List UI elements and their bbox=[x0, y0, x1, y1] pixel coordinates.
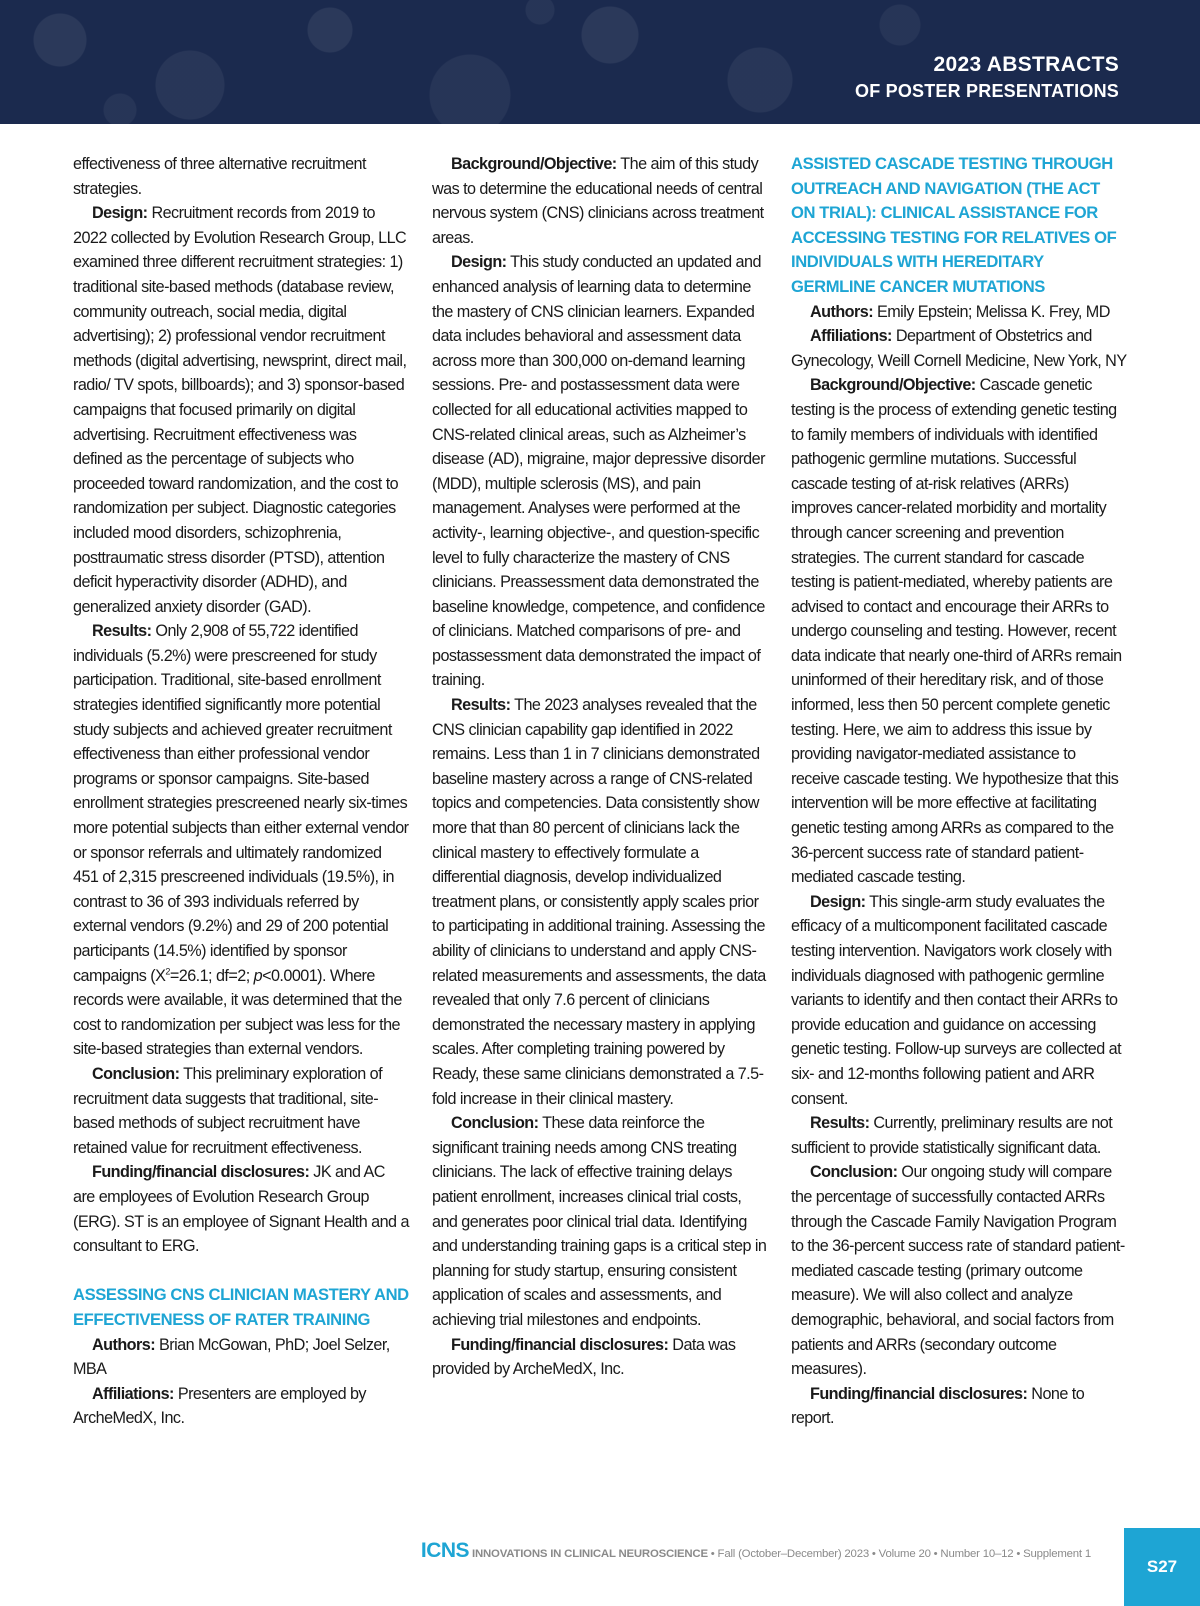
design-text: This single-arm study evaluates the efficacy of a multicomponent facilitated cascade testing intervention. Navigators work closely with individuals diagnosed with pathogenic germline variants to identify and then contact their ARRs to provide education and guidance on accessing genetic testing. Follow-up surveys are collected at six- and 12-months following patient and ARR consent. bbox=[791, 892, 1122, 1108]
authors-text: Brian McGowan, PhD; Joel Selzer, MBA bbox=[73, 1335, 390, 1379]
results-text: Only 2,908 of 55,722 identified individuals (5.2%) were prescreened for study participation. Traditional, site-based enrollment strategies identified significantly more potential study subjects and achieved greater recruitment effectiveness than either professional vendor programs or sponsor campaigns. Site-based enrollment strategies prescreened nearly six-times more potential subjects than either external vendor or sponsor referrals and ultimately randomized 451 of 2,315 prescreened individuals (19.5%), in contrast to 36 of 393 individuals referred by external vendors (9.2%) and 29 of 200 potential participants (14.5%) identified by sponsor campaigns (X bbox=[73, 622, 409, 985]
funding-text: Data was provided by ArcheMedX, Inc. bbox=[432, 1335, 736, 1379]
results-label: Results: bbox=[451, 696, 511, 715]
affiliations-label: Affiliations: bbox=[810, 327, 892, 346]
authors-label: Authors: bbox=[92, 1335, 156, 1354]
results-paragraph bbox=[73, 619, 409, 1062]
design-label: Design: bbox=[810, 892, 866, 911]
authors-label: Authors: bbox=[810, 302, 874, 321]
results-label: Results: bbox=[810, 1114, 870, 1133]
background-paragraph bbox=[791, 373, 1127, 889]
background-label: Background/Objective: bbox=[451, 155, 617, 173]
abstract-title: ASSISTED CASCADE TESTING THROUGH OUTREACH AND NAVIGATION (THE ACT ON TRIAL): CLINICAL ASSISTANCE FOR ACCESSING TESTING FOR RELATIVES OF INDIVIDUALS WITH HEREDITARY GERMLINE CANCER MUTATIONS bbox=[791, 154, 1117, 296]
results-paragraph bbox=[432, 693, 768, 1111]
affiliations-text: Department of Obstetrics and Gynecology, Weill Cornell Medicine, New York, NY bbox=[791, 327, 1127, 370]
conclusion-text: This preliminary exploration of recruitment data suggests that traditional, site-based methods of subject recruitment have retained value for recruitment effectiveness. bbox=[73, 1064, 383, 1157]
results-label: Results: bbox=[92, 622, 152, 641]
conclusion-label: Conclusion: bbox=[92, 1064, 180, 1083]
section-title-line2: OF POSTER PRESENTATIONS bbox=[855, 81, 1119, 101]
chi-square-superscript: 2 bbox=[165, 966, 170, 977]
section-title-line1: 2023 ABSTRACTS bbox=[933, 53, 1119, 76]
abstract-title: ASSESSING CNS CLINICIAN MASTERY AND EFFECTIVENESS OF RATER TRAINING bbox=[73, 1285, 409, 1329]
footer-citation bbox=[421, 1539, 1091, 1563]
results-text-df: =26.1; df=2; bbox=[169, 966, 254, 985]
journal-name: INNOVATIONS IN CLINICAL NEUROSCIENCE bbox=[472, 1548, 708, 1560]
funding-label: Funding/financial disclosures: bbox=[92, 1163, 310, 1182]
funding-paragraph bbox=[432, 1333, 768, 1382]
funding-text: JK and AC are employees of Evolution Research Group (ERG). ST is an employee of Signant Health and a consultant to ERG. bbox=[73, 1163, 409, 1256]
conclusion-label: Conclusion: bbox=[810, 1163, 898, 1182]
page-footer bbox=[0, 1528, 1200, 1606]
funding-paragraph bbox=[791, 1382, 1127, 1431]
design-paragraph bbox=[73, 201, 409, 619]
design-paragraph bbox=[432, 250, 768, 693]
results-text: The 2023 analyses revealed that the CNS clinician capability gap identified in 2022 remains. Less than 1 in 7 clinicians demonstrated baseline mastery across a range of CNS-related topics and competencies. Data consistently show more that than 80 percent of clinicians lack the clinical mastery to effectively formulate a differential diagnosis, develop individualized treatment plans, or consistently apply scales prior to participating in additional training. Assessing the ability of clinicians to understand and apply CNS-related measurements and assessments, the data revealed that only 7.6 percent of clinicians demonstrated the necessary mastery in applying scales. After completing training powered by Ready, these same clinicians demonstrated a 7.5-fold increase in their clinical mastery. bbox=[432, 696, 766, 1108]
funding-text: None to report. bbox=[791, 1384, 1085, 1428]
background-label: Background/Objective: bbox=[810, 376, 976, 395]
column-left bbox=[73, 152, 409, 1431]
design-text: Recruitment records from 2019 to 2022 collected by Evolution Research Group, LLC examined three different recruitment strategies: 1) traditional site-based methods (database review, community outreach, social media, digital advertising); 2) professional vendor recruitment methods (digital advertising, newsprint, direct mail, radio/ TV spots, billboards); and 3) sponsor-based campaigns that focused primarily on digital advertising. Recruitment effectiveness was defined as the percentage of subjects who proceeded toward randomization, and the cost to randomization per subject. Diagnostic categories included mood disorders, schizophrenia, posttraumatic stress disorder (PTSD), attention deficit hyperactivity disorder (ADHD), and generalized anxiety disorder (GAD). bbox=[73, 204, 407, 616]
results-text-end: <0.0001). Where records were available, it was determined that the cost to randomization per subject was less for the site-based strategies than external vendors. bbox=[73, 966, 402, 1059]
results-text: Currently, preliminary results are not sufficient to provide statistically significant data. bbox=[791, 1114, 1113, 1157]
design-label: Design: bbox=[92, 204, 148, 223]
page-number: S27 bbox=[1124, 1528, 1200, 1606]
p-value-symbol: p bbox=[253, 966, 263, 985]
authors-text: Emily Epstein; Melissa K. Frey, MD bbox=[873, 302, 1110, 321]
affiliations-paragraph bbox=[791, 324, 1127, 373]
background-text: The aim of this study was to determine the educational needs of central nervous system (CNS) clinicians across treatment areas. bbox=[432, 155, 764, 247]
conclusion-text: These data reinforce the significant training needs among CNS treating clinicians. The lack of effective training delays patient enrollment, increases clinical trial costs, and generates poor clinical trial data. Identifying and understanding training gaps is a critical step in planning for study startup, ensuring consistent application of scales and assessments, and achieving trial milestones and endpoints. bbox=[432, 1114, 767, 1329]
section-title bbox=[855, 52, 1119, 104]
journal-logo: ICNS bbox=[420, 1539, 470, 1562]
results-paragraph bbox=[791, 1111, 1127, 1160]
conclusion-paragraph bbox=[791, 1160, 1127, 1381]
background-text: Cascade genetic testing is the process of extending genetic testing to family members of individuals with identified pathogenic germline mutations. Successful cascade testing of at-risk relatives (ARRs) improves cancer-related morbidity and mortality through cancer screening and prevention strategies. The current standard for cascade testing is patient-mediated, whereby patients are advised to contact and encourage their ARRs to undergo counseling and testing. However, recent data indicate that nearly one-third of ARRs remain uninformed of their hereditary risk, and of those informed, less then 50 percent complete genetic testing. Here, we aim to address this issue by providing navigator-mediated assistance to receive cascade testing. We hypothesize that this intervention will be more effective at facilitating genetic testing among ARRs as compared to the 36-percent success rate of standard patient-mediated cascade testing. bbox=[791, 376, 1122, 887]
authors-paragraph bbox=[73, 1333, 409, 1382]
funding-label: Funding/financial disclosures: bbox=[451, 1335, 669, 1354]
authors-paragraph bbox=[791, 300, 1127, 325]
design-paragraph bbox=[791, 890, 1127, 1111]
paragraph-continued: effectiveness of three alternative recruitment strategies. bbox=[73, 155, 366, 198]
spacer bbox=[73, 1259, 409, 1284]
affiliations-paragraph bbox=[73, 1382, 409, 1431]
funding-paragraph bbox=[73, 1160, 409, 1258]
conclusion-text: Our ongoing study will compare the percentage of successfully contacted ARRs through the Cascade Family Navigation Program to the 36-percent success rate of standard patient-mediated cascade testing (primary outcome measure). We will also collect and analyze demographic, behavioral, and social factors from patients and ARRs (secondary outcome measures). bbox=[791, 1163, 1125, 1379]
issue-info: • Fall (October–December) 2023 • Volume 20 • Number 10–12 • Supplement 1 bbox=[707, 1548, 1091, 1560]
affiliations-label: Affiliations: bbox=[92, 1384, 174, 1403]
funding-label: Funding/financial disclosures: bbox=[810, 1384, 1028, 1403]
column-middle bbox=[432, 152, 768, 1382]
background-paragraph bbox=[432, 152, 768, 250]
conclusion-paragraph bbox=[73, 1062, 409, 1160]
design-label: Design: bbox=[451, 253, 507, 272]
affiliations-text: Presenters are employed by ArcheMedX, Inc. bbox=[73, 1384, 366, 1428]
conclusion-label: Conclusion: bbox=[451, 1114, 539, 1133]
page-header bbox=[0, 0, 1200, 124]
conclusion-paragraph bbox=[432, 1111, 768, 1332]
design-text: This study conducted an updated and enhanced analysis of learning data to determine the mastery of CNS clinician learners. Expanded data includes behavioral and assessment data across more than 300,000 on-demand learning sessions. Pre- and postassessment data were collected for all educational activities mapped to CNS-related clinical areas, such as Alzheimer’s disease (AD), migraine, major depressive disorder (MDD), multiple sclerosis (MS), and pain management. Analyses were performed at the activity-, learning objective-, and question-specific level to fully characterize the mastery of CNS clinicians. Preassessment data demonstrated the baseline knowledge, competence, and confidence of clinicians. Matched comparisons of pre- and postassessment data demonstrated the impact of training. bbox=[432, 253, 765, 690]
column-right bbox=[791, 152, 1127, 1431]
